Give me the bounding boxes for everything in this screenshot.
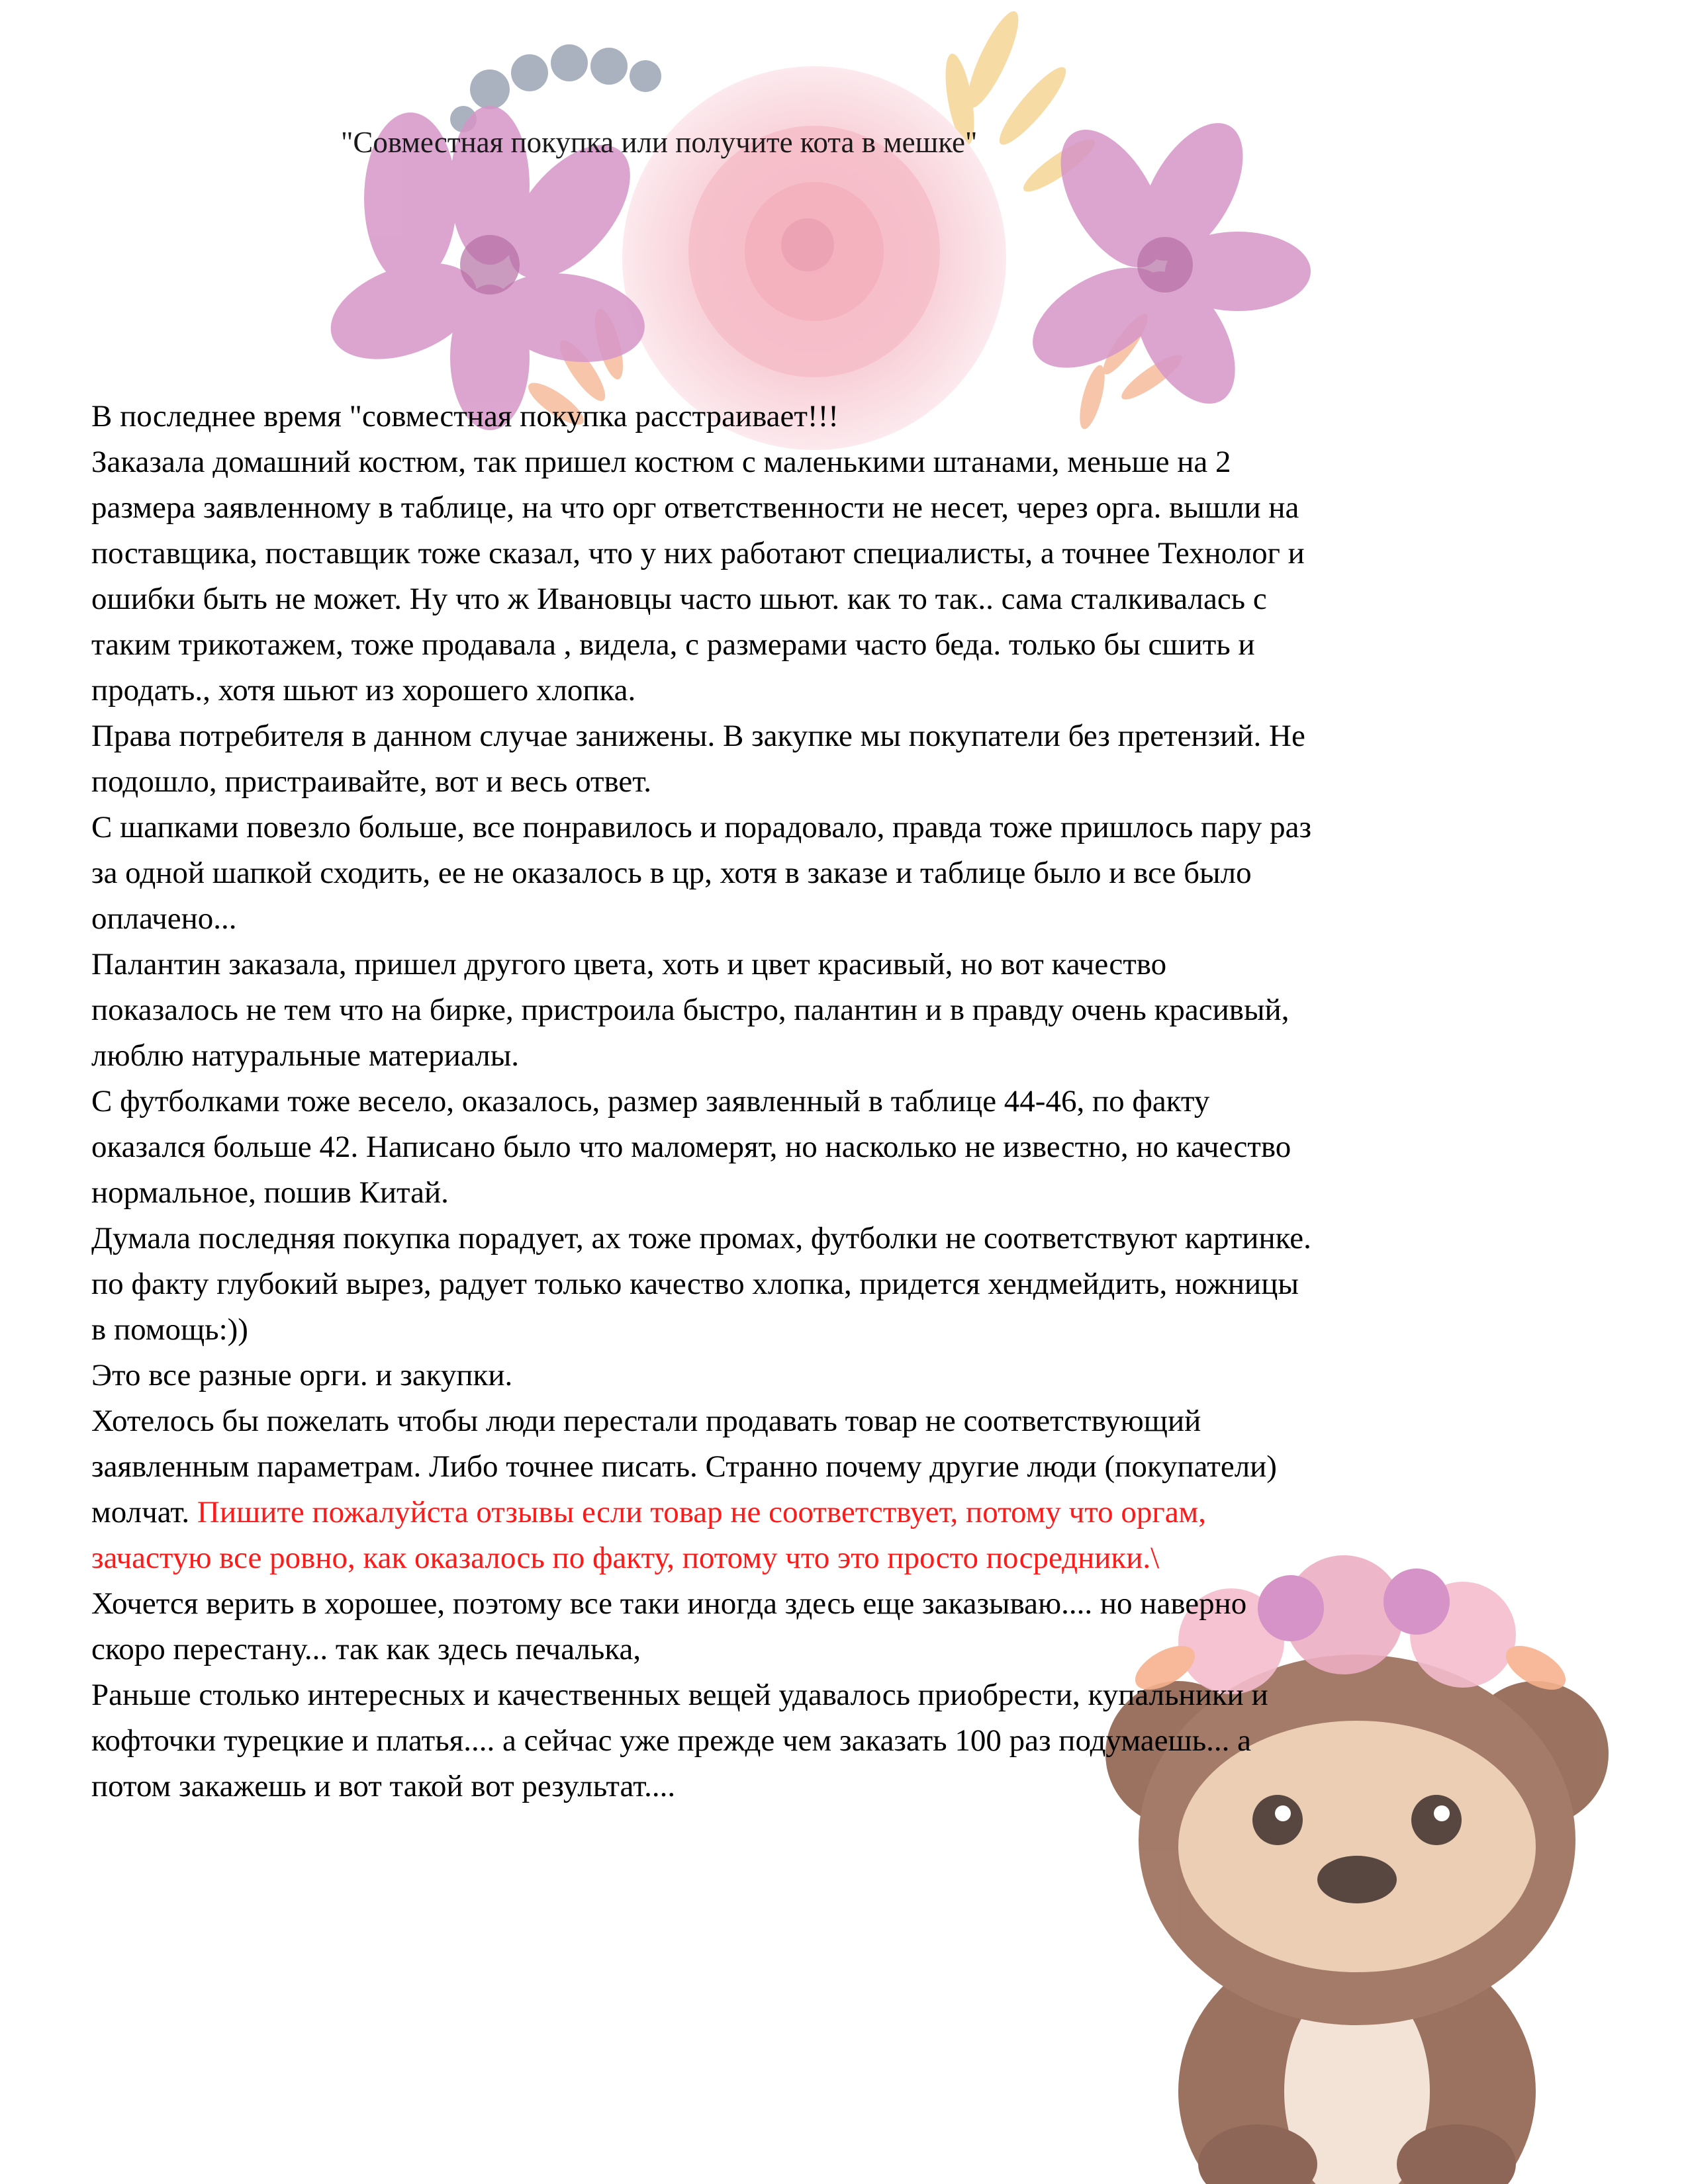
page-title: "Совместная покупка или получите кота в мешке" (341, 126, 978, 159)
paragraph: С шапками повезло больше, все понравилось и порадовало, правда тоже пришлось пару раз за одной шапкой сходить, ее не оказалось в цр, хотя в заказе и таблице было и все было оплачено... (91, 810, 1312, 936)
paragraph: В последнее время "совместная покупка расстраивает!!! (91, 399, 839, 433)
paragraph: С футболками тоже весело, оказалось, размер заявленный в таблице 44-46, по факту оказался больше 42. Написано было что маломерят, но насколько не известно, но качество нормальное, пошив Китай. (91, 1084, 1291, 1210)
paragraph: Думала последняя покупка порадует, ах тоже промах, футболки не соответствуют картинке. по факту глубокий вырез, радует только качество хлопка, придется хендмейдить, ножницы в помощь:)) (91, 1221, 1311, 1347)
paragraph: Права потребителя в данном случае занижены. В закупке мы покупатели без претензий. Не подошло, пристраивайте, вот и весь ответ. (91, 719, 1305, 799)
paragraph: Хотелось бы пожелать чтобы люди перестали продавать товар не соответствующий заявленным параметрам. Либо точнее писать. Странно почему другие люди (покупатели) молчат. Пишите пожалуйста отзывы если товар не соответствует, потому что оргам, зачастую все ровно, как оказалось по факту, потому что это просто посредники.\ (91, 1404, 1277, 1575)
highlighted-text: Пишите пожалуйста отзывы если товар не соответствует, потому что оргам, (197, 1495, 1207, 1529)
paragraph: Это все разные орги. и закупки. (91, 1358, 513, 1392)
paragraph: Палантин заказала, пришел другого цвета, хоть и цвет красивый, но вот качество показалось не тем что на бирке, пристроила быстро, палантин и в правду очень красивый, люблю натуральные материалы. (91, 947, 1289, 1073)
highlighted-text: зачастую все ровно, как оказалось по факту, потому что это просто посредники.\ (91, 1541, 1160, 1575)
paragraph: Заказала домашний костюм, так пришел костюм с маленькими штанами, меньше на 2 размера заявленному в таблице, на что орг ответственности не несет, через орга. вышли на поставщика, поставщик тоже сказал, что у них работают специалисты, а точнее Технолог и ошибки быть не может. Ну что ж Ивановцы часто шьют. как то так.. сама сталкивалась с таким трикотажем, тоже продавала , видела, с размерами часто беда. только бы сшить и продать., хотя шьют из хорошего хлопка. (91, 445, 1305, 707)
letter-body (91, 394, 1634, 1809)
paragraph: Раньше столько интересных и качественных вещей удавалось приобрести, купальники и кофточки турецкие и платья.... а сейчас уже прежде чем заказать 100 раз подумаешь... а потом закажешь и вот такой вот результат.... (91, 1678, 1268, 1803)
paragraph: Хочется верить в хорошее, поэтому все таки иногда здесь еще заказываю.... но наверно скоро перестану... так как здесь печалька, (91, 1586, 1247, 1666)
